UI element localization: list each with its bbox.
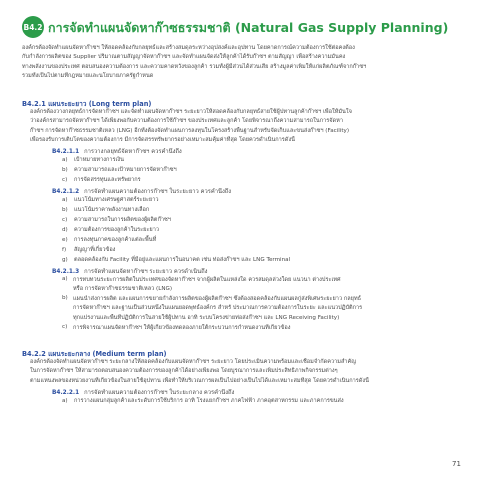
list-item: b) — [62, 295, 68, 301]
clause-label: การจัดทำแผนความต้องการก๊าซฯ ในระยะยาว ควรคำนึงถึง — [84, 189, 232, 195]
subsection-heading-long-term: B4.2.1 แผนระยะยาว (Long term plan) — [22, 100, 152, 108]
list-item: b) ความสามารถและเป้าหมายการจัดหาก๊าซฯ — [62, 167, 177, 173]
text-line: เพื่อรองรับการเติบโตของความต้องการ มีการจัดสรรทรัพยากรอย่างเหมาะสมคุ้มค่าที่สุด โดยควรดำเนินการดังนี้ — [30, 137, 295, 144]
list-item-text: การพิจารณาแผนจัดหาก๊าซฯ ให้ผู้เกี่ยวข้องทดลองภายใต้กระบวนการกำหนดงานที่เกี่ยวข้อง — [73, 325, 291, 331]
section-badge: B4.2 — [22, 16, 44, 38]
medium-term-paragraph — [30, 358, 462, 386]
clause-number: B4.2.1.2 — [52, 189, 80, 195]
list-item: a) การวางแผนกลุ่มลูกค้าและระดับการใช้บริการ อาทิ โรงแยกก๊าซฯ ภาคไฟฟ้า ภาคอุตสาหกรรม และภาคการขนส่ง — [62, 398, 344, 404]
list-item: a) เป้าหมายทางการเงิน — [62, 157, 124, 163]
text-line: กับกำลังการผลิตของ Supplier ปริมาณตามสัญญาจัดหาก๊าซฯ และจัดทำแผนจัดส่งให้ลูกค้าได้รับก๊าซฯ ตามสัญญา เพื่อสร้างความมั่นคง — [22, 54, 346, 61]
list-item: a) แนวโน้มทางเศรษฐศาสตร์ระยะยาว — [62, 197, 159, 203]
intro-paragraph — [22, 44, 462, 82]
clause-number: B4.2.1.3 — [52, 269, 80, 275]
text-line: องค์กรต้องวางกลยุทธ์การจัดหาก๊าซฯ และจัดทำแผนจัดหาก๊าซฯ ระยะยาวให้สอดคล้องกับกลยุทธ์สายใช้ผู้ปทานลูกค้าก๊าซฯ เพื่อให้มั่นใจ — [30, 109, 352, 115]
list-item: c) ความสามารถในการผลิตของผู้ผลิตก๊าซฯ — [62, 217, 171, 223]
text-line: ในการจัดหาก๊าซฯ ให้สามารถตอบสนองความต้องการของลูกค้าได้อย่างเพียงพอ โดยบูรณาการและเพิ่มประสิทธิภาพกิจกรรมต่างๆ — [30, 368, 338, 375]
clause-label: การจัดทำแผนความต้องการก๊าซฯ ในระยะกลาง ควรคำนึงถึง — [84, 390, 235, 396]
clause-label: การวางกลยุทธ์จัดหาก๊าซฯ ควรคำนึงถึง — [84, 149, 182, 155]
clause-b4213 — [52, 266, 207, 276]
list-item-text: การทบทวนระยะการผลิตในประเทศของจัดหาก๊าซฯ จากผู้ผลิตในแหล่งใด ควรสมดุลล่วงใดย แนวนา ต่างประเทศ หรือ การจัดหาก๊าซธรรมชาติเหลว (LNG) — [73, 277, 341, 293]
clause-label: การจัดทำแผนจัดหาก๊าซฯ ระยะยาว ควรดำเนินถึง — [84, 269, 208, 275]
list-item: e) การลงทุนภาคของลูกค้าแต่ละพื้นที่ — [62, 237, 157, 243]
clause-b4211 — [52, 146, 182, 156]
list-item-text: แผนนำส่งการผลิต และแผนการขยายกำลังการผลิตของผู้ผลิตก๊าซฯ ซึ่งต้องสอดคล้องกับแผนผลกู่ส่งพิเศษระยะยาว กลยุทธ์ การจัดหาก๊าซฯ และฐานเป็นส่วนหนึ่งในแผนยอดพุทธ์องค์กร สำหรั ประมาณการความต้องการในระยะ และแนวปฏิบัติการ ทุกแปรงานและพื้นที่ปฏิบัติการในสายใช้ผู้ปทาน อาทิ ระบบโครงข่ายท่อส่งก๊าซฯ และ LNG Receiving Facility) — [73, 296, 363, 321]
text-line: องค์กรต้องจัดทำแผนจัดหาก๊าซฯ ให้สอดคล้องกับกลยุทธ์และสร้างสมดุลระหว่างอุปสงค์และอุปทาน โดยคาดการณ์ความต้องการใช้ต่อคงต้อง — [22, 45, 355, 51]
list-item: b) แนวโน้มราคาพลังงานทางเลือก — [62, 207, 150, 213]
text-line: องค์กรต้องจัดทำแผนจัดหาก๊าซฯ ระยะกลางให้สอดคล้องกับแผนจัดหาก๊าซฯ ระยะยาว โดยประเมินความพร้อมและเชื่อมจำกัดความสำคัญ — [30, 359, 357, 365]
list-item: a) — [62, 276, 68, 282]
clause-number: B4.2.2.1 — [52, 390, 80, 396]
text-line: ทางพลังงานของประเทศ ตอบสนองความต้องการ และความคาดหวังของลูกค้า รวมทั้งผู้มีส่วนได้ส่วนเสีย สร้างมูลค่าเพิ่มให้แก่ผลิตภัณฑ์จากก๊าซฯ — [22, 63, 367, 70]
text-line: ก๊าซฯ การจัดหาก๊าซธรรมชาติเหลว (LNG) อีกทั้งต้องจัดทำแผนการลงทุนในโครงสร้างพื้นฐานสำหรับจัดเก็บและขนส่งก๊าซฯ (Facility) — [30, 127, 350, 134]
section-header — [22, 16, 462, 38]
list-item: c) การจัดสรรทุนและทรัพยากร — [62, 177, 141, 183]
list-item: g) ตลอดคล้องกับ Facility ที่มีอยู่และแผนการในอนาคต เช่น ท่อส่งก๊าซฯ และ LNG Terminal — [62, 257, 291, 263]
list-item: f) สัญญาที่เกี่ยวข้อง — [62, 247, 116, 253]
text-line: รวมทั้งเป็นไปตามที่กฎหมายและนโยบายภาครัฐกำหนด — [22, 73, 154, 80]
long-term-paragraph — [30, 108, 462, 146]
clause-number: B4.2.1.1 — [52, 149, 80, 155]
text-line: ตามแหนงพลของหน่วยงานที่เกี่ยวข้องในสายใช้อุปทาน เพื่อทำให้บริเวณการผลเป็นไปอย่างเป็นไปได้และเหมาะสมที่สุด โดยควรดำเนินการดังนี้ — [30, 377, 369, 384]
list-item: c) — [62, 324, 68, 330]
subsection-heading-medium-term: B4.2.2 แผนระยะกลาง (Medium term plan) — [22, 350, 167, 358]
clause-b4221 — [52, 387, 234, 397]
clause-b4212 — [52, 186, 231, 196]
list-item: d) ความต้องการของลูกค้าในระยะยาว — [62, 227, 159, 233]
text-line: ว่าองค์กรสามารถจัดหาก๊าซฯ ได้เพียงพอกับความต้องการใช้ก๊าซฯ ของประเทศและลูกค้า โดยพิจารณาถึงความสามารถในการจัดหา — [30, 118, 343, 125]
section-title: การจัดทำแผนจัดหาก๊าซธรรมชาติ (Natural Gas Supply Planning) — [48, 20, 449, 35]
page-number: 71 — [452, 460, 461, 468]
